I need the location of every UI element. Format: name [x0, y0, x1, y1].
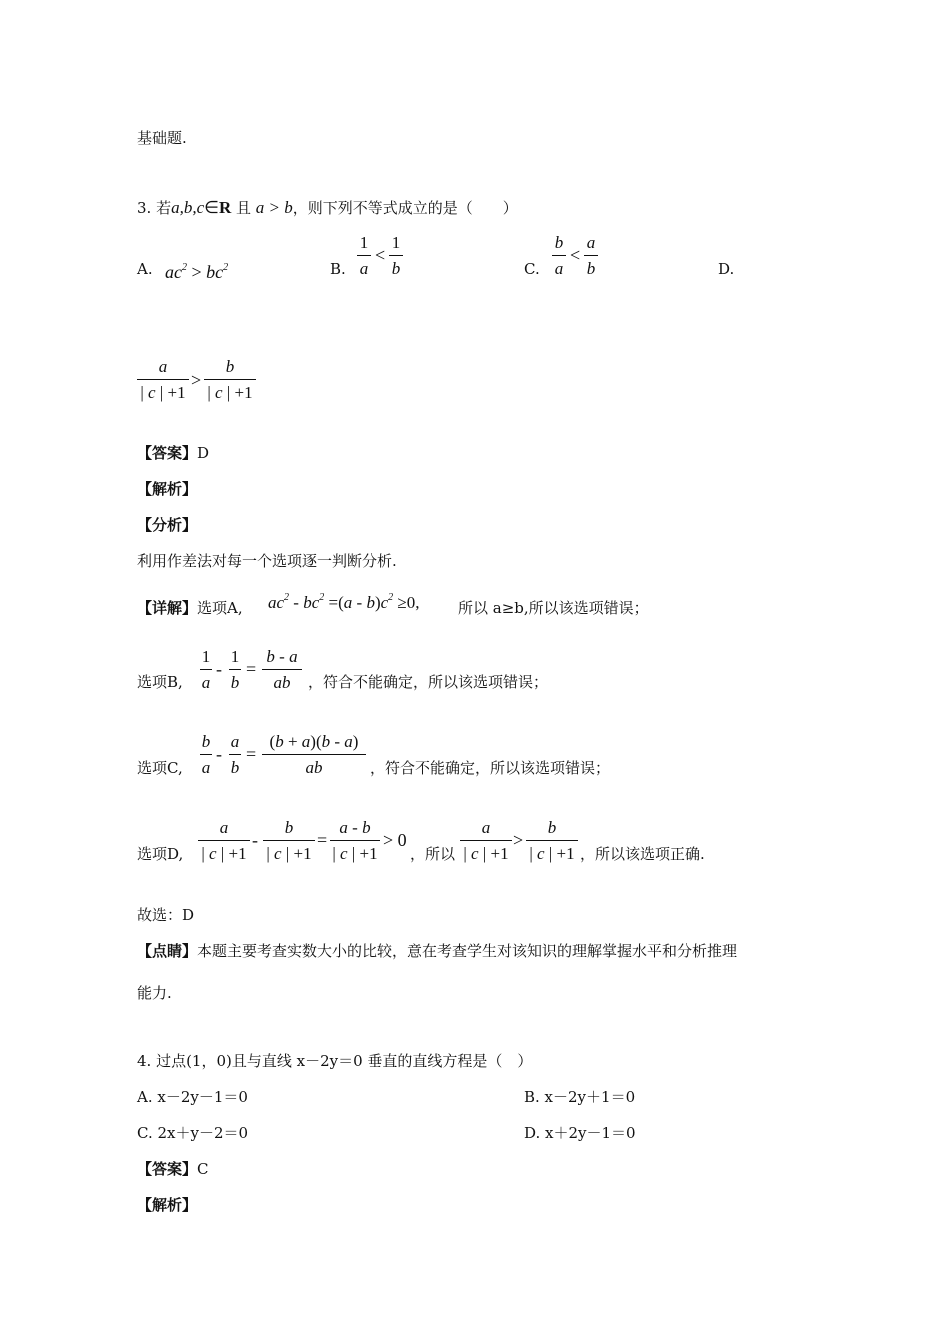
q3-answer-value: D [197, 444, 210, 462]
q3-detail-d-gt2: > [513, 830, 524, 850]
q3-detail-d-eq: = [317, 830, 328, 850]
q3-option-d-frac-2: b | c | +1 [204, 356, 256, 404]
q3-stem-cond: a > b [255, 198, 293, 217]
q4-option-c: C. 2x＋y－2＝0 [137, 1124, 249, 1142]
q3-detail-d-mid: ，所以 [410, 845, 456, 863]
q3-detail-b-minus: - [216, 659, 222, 679]
q3-option-d-frac-1: a | c | +1 [137, 356, 189, 404]
q3-stem-r: R [218, 198, 232, 217]
q4-stem: 4. 过点(1，0)且与直线 x－2y＝0 垂直的直线方程是（ ） [137, 1052, 533, 1070]
q3-comment-text-2: 能力. [137, 984, 172, 1002]
q3-analysis-label: 【解析】 [137, 480, 198, 498]
q3-fenxi-text: 利用作差法对每一个选项逐一判断分析. [137, 552, 397, 570]
q3-choose-text: 故选：D [137, 906, 195, 924]
q3-option-d-label: D. [718, 260, 735, 278]
q3-option-b-frac-1: 1 a [357, 232, 371, 280]
q3-detail-label: 【详解】 [137, 599, 198, 617]
q3-answer [137, 443, 209, 463]
q3-detail-c-frac-3: (b + a)(b - a) ab [262, 731, 366, 779]
q3-detail-d-frac-4: a | c | +1 [460, 817, 512, 865]
q4-analysis-label: 【解析】 [137, 1196, 198, 1214]
q3-detail-d-frac-1: a | c | +1 [198, 817, 250, 865]
q3-option-b-op: < [375, 245, 386, 265]
q3-detail-b-frac-3: b - a ab [262, 646, 302, 694]
q4-answer-value: C [197, 1160, 209, 1178]
q3-stem-suffix: ，则下列不等式成立的是（ ） [292, 199, 518, 217]
q3-detail-a-prefix: 选项A, [197, 599, 243, 617]
q3-detail-c-frac-1: b a [201, 732, 211, 777]
q3-stem-prefix: 3. 若 [137, 199, 172, 217]
q3-detail-d-gt: > 0 [383, 830, 407, 850]
q4-answer [137, 1159, 209, 1179]
q3-comment [137, 941, 737, 961]
q3-option-d-op: > [191, 370, 202, 390]
q3-option-c-op: < [570, 245, 581, 265]
q3-option-a-expr: $ac^2 > bc^2$ [165, 262, 229, 282]
q3-detail-c-minus: - [216, 744, 222, 764]
q3-answer-label: 【答案】 [137, 444, 198, 462]
q3-detail-d-frac-2: b | c | +1 [263, 817, 315, 865]
q3-detail-c-eq: = [246, 744, 257, 764]
q4-option-b: B. x－2y＋1＝0 [524, 1088, 636, 1106]
q3-option-b-frac-2: 1 b [389, 232, 403, 280]
q3-stem-in: ∈ [204, 198, 219, 217]
q3-option-c-label: C. [524, 260, 540, 278]
q3-detail-b-prefix: 选项B, [137, 673, 183, 691]
q3-detail-d-suffix: ，所以该选项正确. [580, 845, 705, 863]
q3-detail-a [137, 598, 243, 618]
intro-text: 基础题. [137, 129, 187, 147]
q3-stem-vars: a,b,c [171, 198, 205, 217]
q3-option-c-frac-1: b a [552, 232, 566, 280]
q3-detail-c-suffix: ，符合不能确定，所以该选项错误； [370, 759, 611, 777]
q3-detail-b-frac-2: 1 b [230, 647, 240, 692]
q3-fenxi-label: 【分析】 [137, 516, 198, 534]
q3-detail-b-eq: = [246, 659, 257, 679]
q3-detail-d-minus: - [252, 830, 258, 850]
q3-detail-a-expr: $ac^2 - bc^2 =(a - b)c^2 \ge 0$, [268, 592, 420, 612]
q4-option-d: D. x＋2y－1＝0 [524, 1124, 636, 1142]
q3-comment-text-1: 本题主要考查实数大小的比较，意在考查学生对该知识的理解掌握水平和分析推理 [197, 942, 738, 960]
q3-detail-b-frac-1: 1 a [201, 647, 211, 692]
q3-detail-c-prefix: 选项C, [137, 759, 183, 777]
q3-stem [137, 198, 518, 218]
q4-option-a: A. x－2y－1＝0 [137, 1088, 248, 1106]
q3-option-a-label: A. [137, 260, 153, 278]
q3-detail-d-frac-5: b | c | +1 [526, 817, 578, 865]
q3-detail-c-frac-2: a b [230, 732, 240, 777]
q3-option-c-frac-2: a b [584, 232, 598, 280]
q3-detail-d-frac-3: a - b | c | +1 [330, 817, 380, 865]
q4-answer-label: 【答案】 [137, 1160, 198, 1178]
q3-detail-d-prefix: 选项D, [137, 845, 184, 863]
q3-detail-b-suffix: ，符合不能确定，所以该选项错误； [308, 673, 549, 691]
q3-detail-a-suffix: 所以 a≥b,所以该选项错误； [458, 599, 649, 617]
q3-comment-label: 【点睛】 [137, 942, 198, 960]
q3-stem-and: 且 [231, 199, 256, 217]
q3-option-b-label: B. [330, 260, 346, 278]
